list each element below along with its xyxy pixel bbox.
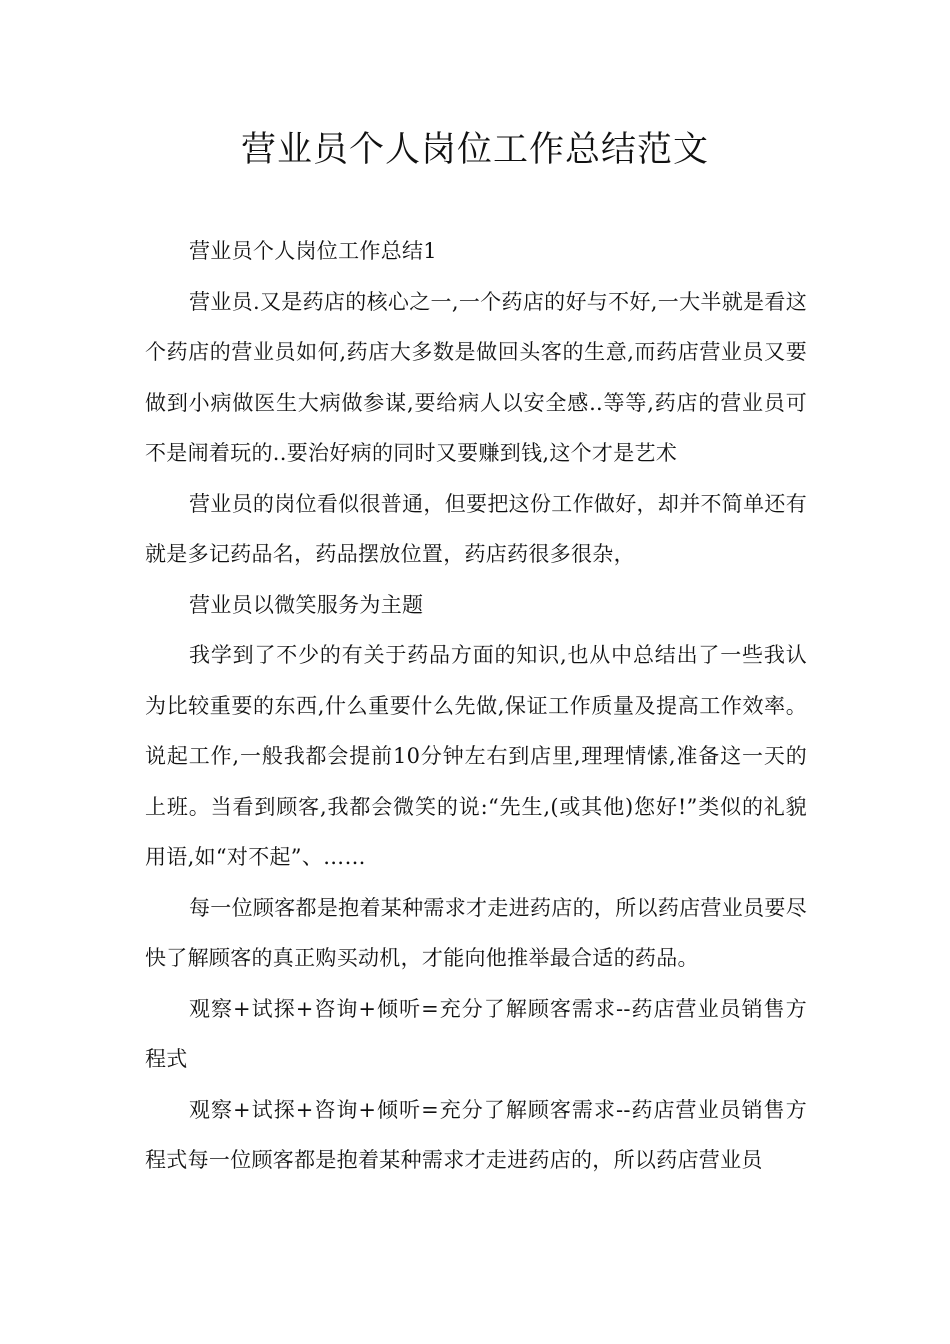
document-body (145, 226, 807, 1186)
paragraph: 营业员的岗位看似很普通，但要把这份工作做好，却并不简单还有就是多记药品名，药品摆放位置，药店药很多很杂， (145, 491, 807, 566)
paragraph: 观察+试探+咨询+倾听=充分了解顾客需求--药店营业员销售方程式 (145, 996, 807, 1071)
paragraph-section-heading: 营业员个人岗位工作总结1 (189, 239, 437, 263)
paragraph: 我学到了不少的有关于药品方面的知识,也从中总结出了一些我认为比较重要的东西,什么重要什么先做,保证工作质量及提高工作效率。说起工作,一般我都会提前10分钟左右到店里,理理情愫,准备这一天的上班。当看到顾客,我都会微笑的说:“先生,(或其他)您好!”类似的礼貌用语,如“对不起”、…… (145, 643, 807, 869)
paragraph: 营业员.又是药店的核心之一,一个药店的好与不好,一大半就是看这个药店的营业员如何,药店大多数是做回头客的生意,而药店营业员又要做到小病做医生大病做参谋,要给病人以安全感..等等,药店的营业员可不是闹着玩的..要治好病的同时又要赚到钱,这个才是艺术 (145, 289, 807, 465)
paragraph: 营业员以微笑服务为主题 (189, 592, 424, 617)
paragraph: 每一位顾客都是抱着某种需求才走进药店的，所以药店营业员要尽快了解顾客的真正购买动机，才能向他推举最合适的药品。 (145, 895, 807, 970)
document-title: 营业员个人岗位工作总结范文 (240, 130, 709, 170)
paragraph: 观察+试探+咨询+倾听=充分了解顾客需求--药店营业员销售方程式每一位顾客都是抱着某种需求才走进药店的，所以药店营业员 (145, 1097, 807, 1172)
